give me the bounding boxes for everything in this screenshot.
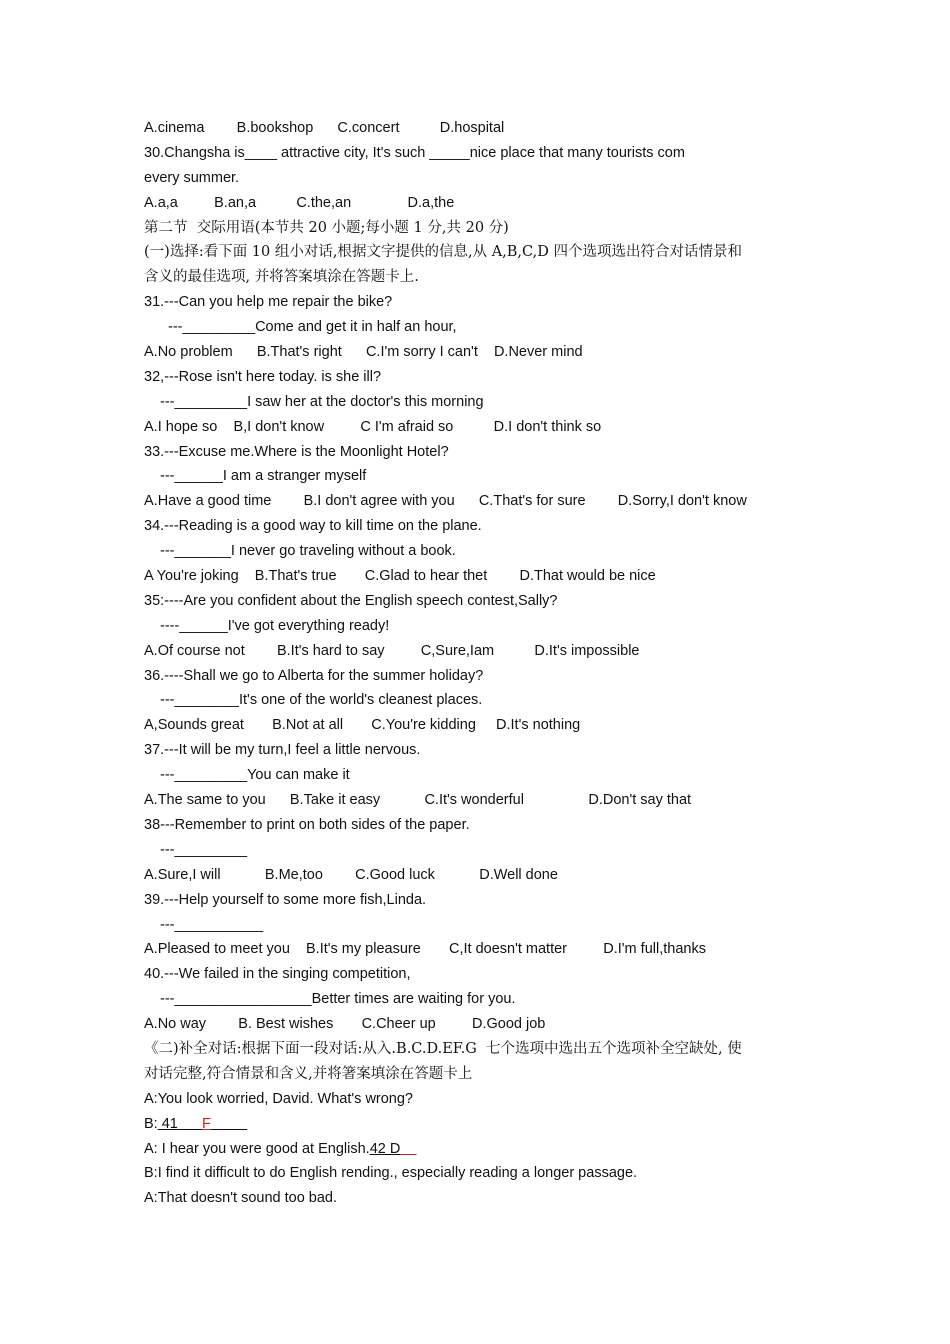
- text-line: 第二节 交际用语(本节共 20 小题;每小题 1 分,共 20 分): [144, 219, 509, 236]
- text-line: 40.---We failed in the singing competition,: [144, 966, 411, 983]
- text-line: 31.---Can you help me repair the bike?: [144, 294, 393, 311]
- document-body: [144, 116, 824, 1211]
- text-line: 对话完整,符合情景和含义,并将箸案填涂在答题卡上: [144, 1065, 473, 1082]
- answer-42: 42 D: [369, 1140, 401, 1157]
- text-line: A.The same to you B.Take it easy C.It's wonderful D.Don't say that: [144, 792, 692, 809]
- text-line: ---_______I never go traveling without a book.: [160, 543, 456, 560]
- speaker-b: B:: [144, 1115, 158, 1132]
- text-line: ---_________I saw her at the doctor's this morning: [160, 393, 484, 410]
- text-line: 34.---Reading is a good way to kill time on the plane.: [144, 518, 482, 535]
- text-line: ---_________Come and get it in half an hour,: [168, 319, 457, 336]
- text-line: A.Sure,I will B.Me,too C.Good luck D.Well done: [144, 866, 558, 883]
- text-line: A.a,a B.an,a C.the,an D.a,the: [144, 194, 455, 211]
- dialogue-line-a: A:That doesn't sound too bad.: [144, 1190, 338, 1207]
- text-line: A You're joking B.That's true C.Glad to hear thet D.That would be nice: [144, 568, 656, 585]
- text-line: (一)选择:看下面 10 组小对话,根据文字提供的信息,从 A,B,C,D 四个选项选出符合对话情景和: [144, 244, 742, 261]
- text-line: ---___________: [160, 916, 264, 933]
- text-line: A.No problem B.That's right C.I'm sorry I can't D.Never mind: [144, 344, 583, 361]
- blank-42: [370, 1141, 417, 1157]
- text-line: ----______I've got everything ready!: [160, 617, 390, 634]
- blank-41-number: 41: [157, 1115, 178, 1132]
- text-line: A.Have a good time B.I don't agree with you C.That's for sure D.Sorry,I don't know: [144, 493, 747, 510]
- text-line: 含义的最佳选项, 并将答案填涂在答题卡上.: [144, 269, 419, 286]
- blank-41-tail: [211, 1116, 247, 1132]
- text-line: ---_________You can make it: [160, 767, 350, 784]
- dialogue-line-b: B:I find it difficult to do English rending., especially reading a longer passage.: [144, 1165, 638, 1182]
- text-line: A.I hope so B,I don't know C I'm afraid so D.I don't think so: [144, 418, 602, 435]
- blank-42-tail: [400, 1141, 416, 1157]
- text-line: 39.---Help yourself to some more fish,Linda.: [144, 891, 427, 908]
- text-line: A.Of course not B.It's hard to say C,Sure,Iam D.It's impossible: [144, 642, 640, 659]
- dialogue-line-42: [144, 1137, 824, 1162]
- blank-41-gap: [178, 1116, 202, 1132]
- text-line: 35:----Are you confident about the English speech contest,Sally?: [144, 592, 558, 609]
- text-line: ---________It's one of the world's cleanest places.: [160, 692, 483, 709]
- text-line: 30.Changsha is____ attractive city, It's such _____nice place that many tourists com: [144, 144, 685, 161]
- text-line: 36.----Shall we go to Alberta for the summer holiday?: [144, 667, 484, 684]
- text-line: A.No way B. Best wishes C.Cheer up D.Good job: [144, 1016, 546, 1033]
- text-line: 33.---Excuse me.Where is the Moonlight Hotel?: [144, 443, 449, 460]
- text-line: 38---Remember to print on both sides of the paper.: [144, 816, 470, 833]
- text-line: A,Sounds great B.Not at all C.You're kidding D.It's nothing: [144, 717, 581, 734]
- speaker-a-line: A: I hear you were good at English.: [144, 1140, 370, 1157]
- text-line: every summer.: [144, 169, 240, 186]
- blank-41: [158, 1116, 247, 1132]
- text-line: A.Pleased to meet you B.It's my pleasure C,It doesn't matter D.I'm full,thanks: [144, 941, 706, 958]
- text-line: A:You look worried, David. What's wrong?: [144, 1090, 414, 1107]
- text-lines: [144, 116, 824, 1112]
- text-line: 37.---It will be my turn,I feel a little nervous.: [144, 742, 421, 759]
- text-line: ---_________________Better times are waiting for you.: [160, 991, 516, 1008]
- text-line: ---______I am a stranger myself: [160, 468, 367, 485]
- answer-41-letter: F: [202, 1115, 211, 1132]
- text-line: 《二)补全对话:根据下面一段对话:从入.B.C.D.EF.G 七个选项中选出五个选项补全空缺处, 使: [144, 1040, 742, 1057]
- text-line: 32,---Rose isn't here today. is she ill?: [144, 368, 382, 385]
- dialogue-line-41: [144, 1112, 824, 1137]
- text-line: A.cinema B.bookshop C.concert D.hospital: [144, 120, 505, 136]
- text-line: ---_________: [160, 841, 248, 858]
